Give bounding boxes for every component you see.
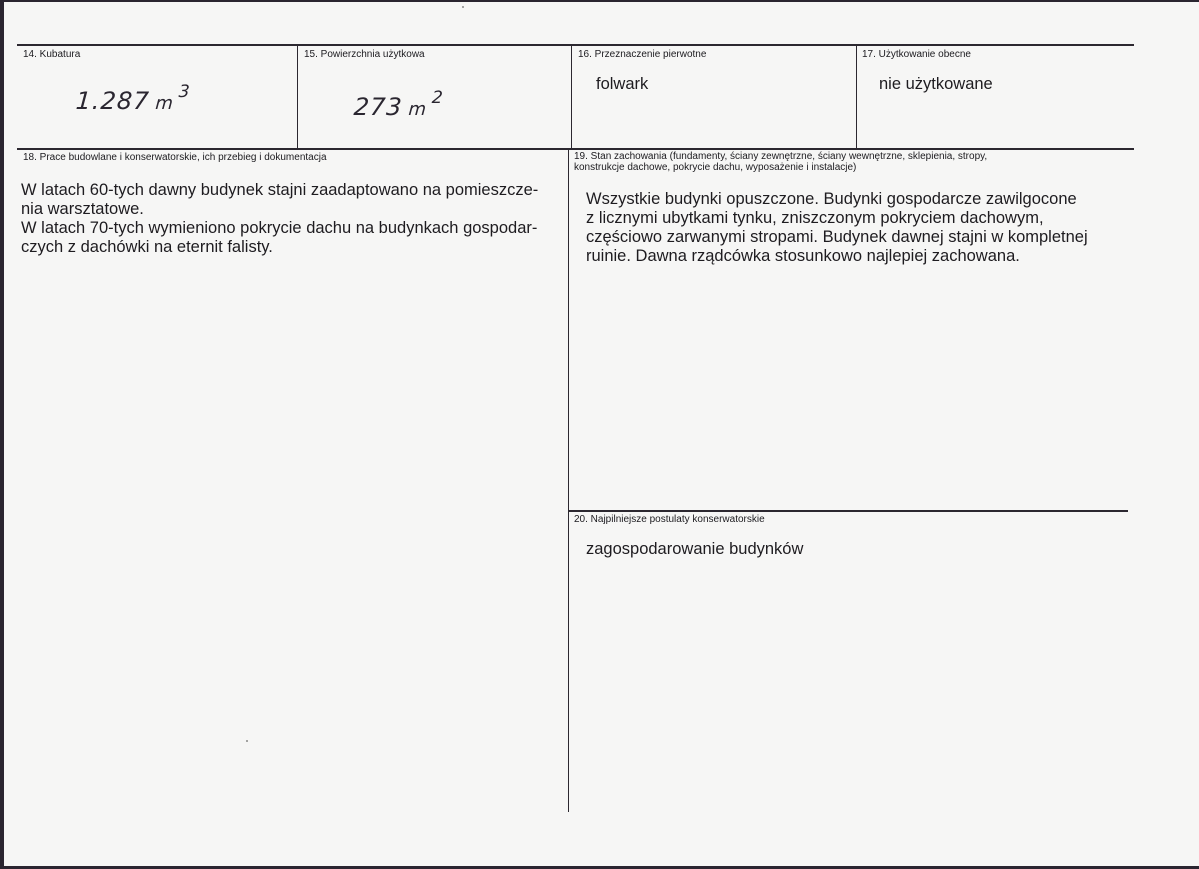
stan-label-line: 19. Stan zachowania (fundamenty, ściany zewnętrzne, ściany wewnętrzne, sklepienia, stropy, <box>574 151 988 162</box>
prace-value <box>21 181 538 257</box>
scan-speck <box>246 740 248 742</box>
divider-18-19 <box>568 149 569 812</box>
middle-rule <box>17 148 1134 150</box>
stan-value <box>586 190 1088 266</box>
prace-line: W latach 70-tych wymieniono pokrycie dachu na budynkach gospodar- <box>21 219 538 237</box>
stan-label-line: konstrukcje dachowe, pokrycie dachu, wyposażenie i instalacje) <box>574 162 857 173</box>
uzytkowanie-label: 17. Użytkowanie obecne <box>862 49 971 60</box>
scanned-form-page <box>4 2 1199 866</box>
stan-line: Wszystkie budynki opuszczone. Budynki gospodarcze zawilgocone <box>586 190 1077 208</box>
prace-label: 18. Prace budowlane i konserwatorskie, ich przebieg i dokumentacja <box>23 152 327 163</box>
powierzchnia-label: 15. Powierzchnia użytkowa <box>304 49 425 60</box>
powierzchnia-exponent: 2 <box>431 88 445 108</box>
przeznaczenie-label: 16. Przeznaczenie pierwotne <box>578 49 707 60</box>
kubatura-number: 1.287 <box>74 87 151 115</box>
postulaty-value: zagospodarowanie budynków <box>586 540 804 558</box>
uzytkowanie-value: nie użytkowane <box>879 75 993 93</box>
prace-line: czych z dachówki na eternit falisty. <box>21 238 273 256</box>
divider-15-16 <box>571 45 572 149</box>
prace-line: nia warsztatowe. <box>21 200 144 218</box>
prace-line: W latach 60-tych dawny budynek stajni zaadaptowano na pomieszcze- <box>21 181 539 199</box>
stan-label <box>574 151 987 173</box>
stan-line: ruinie. Dawna rządcówka stosunkowo najlepiej zachowana. <box>586 247 1020 265</box>
powierzchnia-value <box>353 88 444 121</box>
stan-line: z licznymi ubytkami tynku, zniszczonym pokryciem dachowym, <box>586 209 1044 227</box>
section-20-rule <box>569 510 1128 512</box>
powierzchnia-unit: m <box>407 99 428 120</box>
kubatura-value <box>75 82 191 115</box>
divider-14-15 <box>297 45 298 149</box>
divider-16-17 <box>856 45 857 149</box>
przeznaczenie-value: folwark <box>596 75 649 93</box>
kubatura-unit: m <box>154 93 175 114</box>
postulaty-label: 20. Najpilniejsze postulaty konserwatorskie <box>574 514 765 525</box>
scan-speck <box>462 6 464 8</box>
top-rule <box>17 44 1134 46</box>
powierzchnia-number: 273 <box>352 93 404 121</box>
stan-line: częściowo zarwanymi stropami. Budynek dawnej stajni w kompletnej <box>586 228 1088 246</box>
kubatura-label: 14. Kubatura <box>23 49 81 60</box>
kubatura-exponent: 3 <box>178 82 192 102</box>
